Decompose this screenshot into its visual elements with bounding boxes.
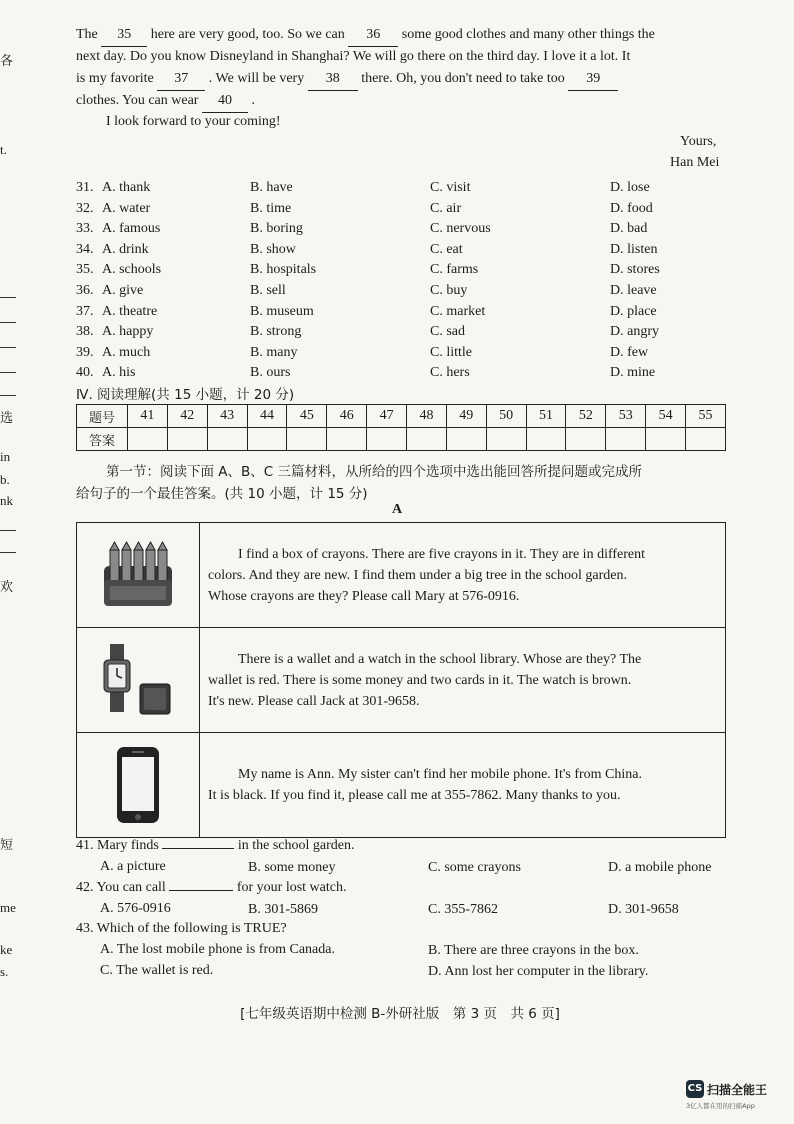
margin-fragment: 选 [0, 410, 14, 425]
option: D. 301-9658 [608, 902, 679, 917]
option-c: C. buy [430, 283, 468, 298]
option-a-text: A. happy [102, 324, 154, 340]
letter-signature: Han Mei [670, 155, 720, 170]
answer-cell[interactable] [486, 428, 526, 451]
table-label-answer: 答案 [77, 428, 128, 451]
option: A. 576-0916 [100, 901, 171, 916]
letter-line: next day. Do you know Disneyland in Shanghai? We will go there on the third day. I love it a lot. It [76, 49, 631, 64]
answer-cell[interactable] [327, 428, 367, 451]
option-d: D. leave [610, 283, 657, 298]
crayon-box-icon [77, 523, 200, 627]
option-b: B. strong [250, 324, 302, 340]
answer-cell[interactable] [606, 428, 646, 451]
cloze-option-row [76, 219, 736, 239]
answer-cell[interactable] [367, 428, 407, 451]
option-d: D. food [610, 200, 653, 216]
option-c: C. eat [430, 241, 463, 257]
option-b: B. sell [250, 283, 286, 298]
question-number-cell: 55 [686, 405, 726, 428]
option-b: B. hospitals [250, 262, 317, 278]
cloze-option-row [76, 260, 736, 280]
option-d: D. few [610, 344, 649, 360]
option-a: 37. [76, 303, 94, 319]
margin-line [0, 530, 16, 531]
margin-line [0, 395, 16, 396]
instructions-line: 第一节：阅读下面 A、B、C 三篇材料，从所给的四个选项中选出能回答所提问题或完成所 [106, 464, 643, 480]
answer-cell[interactable] [526, 428, 566, 451]
answer-cell[interactable] [407, 428, 447, 451]
option: C. The wallet is red. [100, 963, 214, 978]
option-a-text: A. water [102, 200, 151, 216]
margin-fragment: s. [0, 964, 9, 979]
question-number-cell: 53 [606, 405, 646, 428]
option-d: D. lose [610, 180, 650, 195]
margin-fragment: 欢 [0, 579, 14, 594]
cloze-option-row [76, 322, 736, 342]
option-a: 36. [76, 283, 94, 298]
option-d: D. angry [610, 324, 659, 340]
answer-table [76, 404, 726, 451]
section-heading: Ⅳ. 阅读理解(共 15 小题，计 20 分) [76, 387, 295, 403]
margin-fragment: 短 [0, 837, 14, 852]
cloze-option-row [76, 343, 736, 363]
option-a-text: A. famous [102, 221, 161, 237]
option-a-text: A. much [102, 344, 151, 360]
question-number-cell: 50 [486, 405, 526, 428]
passage-label: A [392, 502, 403, 517]
option-a: 34. [76, 241, 94, 257]
notice-text: I find a box of crayons. There are five crayons in it. They are in different colors. And they are new. I find them under a big tree in the school garden. Whose crayons are they? Please call Mary at 576-0916. [208, 546, 646, 604]
answer-cell[interactable] [686, 428, 726, 451]
notice-row [77, 628, 725, 733]
answer-blank [169, 890, 233, 891]
option-c: C. little [430, 344, 472, 360]
question-number-cell: 43 [207, 405, 247, 428]
letter-sign-off: Yours, [680, 134, 717, 149]
margin-fragment: ke [0, 942, 13, 957]
blank-38: 38 [308, 68, 358, 91]
option-b: B. many [250, 344, 298, 360]
answer-blank [162, 848, 234, 849]
blank-37: 37 [157, 68, 205, 91]
option-a: 38. [76, 324, 94, 340]
question-number-cell: 41 [128, 405, 168, 428]
option-a: 35. [76, 262, 94, 278]
mobile-phone-icon [77, 733, 200, 837]
option: B. 301-5869 [248, 902, 318, 917]
table-label-question-number: 题号 [77, 405, 128, 428]
cloze-option-row [76, 281, 736, 301]
option-c: C. market [430, 303, 486, 319]
page-footer: [七年级英语期中检测 B-外研社版 第 3 页 共 6 页] [240, 1006, 560, 1022]
notice-row [77, 733, 725, 837]
blank-39: 39 [568, 68, 618, 91]
margin-line [0, 347, 16, 348]
option: D. a mobile phone [608, 860, 712, 875]
question-number-cell: 51 [526, 405, 566, 428]
question-41-stem: 41. Mary finds in the school garden. [76, 838, 355, 853]
margin-fragment: nk [0, 493, 13, 508]
instructions-line: 给句子的一个最佳答案。(共 10 小题，计 15 分) [76, 486, 368, 502]
option-a-text: A. schools [102, 262, 162, 278]
letter-line: is my favorite 37 . We will be very 38 there. Oh, you don't need to take too 39 [76, 68, 618, 91]
question-42-stem: 42. You can call for your lost watch. [76, 880, 347, 895]
option-a-text: A. drink [102, 241, 149, 257]
scanner-watermark: CS 扫描全能王 3亿人都在用的扫描App [686, 1080, 790, 1110]
option-b: B. ours [250, 365, 291, 381]
option-d: D. listen [610, 241, 658, 257]
answer-cell[interactable] [167, 428, 207, 451]
margin-fragment: t. [0, 142, 7, 157]
option-c: C. farms [430, 262, 479, 278]
answer-cell[interactable] [566, 428, 606, 451]
option-c: C. air [430, 200, 462, 216]
option-d: D. stores [610, 262, 660, 278]
letter-line: clothes. You can wear 40 . [76, 90, 255, 113]
option-a-text: A. give [102, 283, 144, 298]
option-a: 39. [76, 344, 94, 360]
option: A. The lost mobile phone is from Canada. [100, 942, 335, 957]
option-b: B. show [250, 241, 296, 257]
option: B. There are three crayons in the box. [428, 943, 639, 958]
cloze-option-row [76, 199, 736, 219]
question-43-stem: 43. Which of the following is TRUE? [76, 921, 287, 936]
answer-cell[interactable] [646, 428, 686, 451]
margin-line [0, 372, 16, 373]
option-a-text: A. theatre [102, 303, 158, 319]
option-d: D. bad [610, 221, 648, 237]
blank-35: 35 [101, 24, 147, 47]
margin-fragment: 各 [0, 53, 14, 68]
scanner-logo-icon: CS [686, 1080, 704, 1098]
option-b: B. museum [250, 303, 314, 319]
option-a: 33. [76, 221, 94, 237]
option-c: C. visit [430, 180, 471, 195]
notice-text: My name is Ann. My sister can't find her mobile phone. It's from China. It is black. If you find it, please call me at 355-7862. Many thanks to you. [208, 767, 642, 803]
answer-cell[interactable] [128, 428, 168, 451]
question-number-cell: 47 [367, 405, 407, 428]
option: D. Ann lost her computer in the library. [428, 964, 649, 979]
cloze-option-row [76, 240, 736, 260]
margin-line [0, 552, 16, 553]
question-number-cell: 54 [646, 405, 686, 428]
answer-cell[interactable] [247, 428, 287, 451]
option-d: D. place [610, 303, 657, 319]
option-b: B. time [250, 200, 292, 216]
blank-36: 36 [348, 24, 398, 47]
option: C. some crayons [428, 860, 521, 875]
notice-text: There is a wallet and a watch in the school library. Whose are they? The wallet is red. There is some money and two cards in it. The watch is brown. It's new. Please call Jack at 301-9658. [208, 651, 642, 709]
option-c: C. sad [430, 324, 465, 340]
answer-cell[interactable] [207, 428, 247, 451]
answer-cell[interactable] [287, 428, 327, 451]
option-c: C. hers [430, 365, 470, 381]
option: C. 355-7862 [428, 902, 498, 917]
question-number-cell: 48 [407, 405, 447, 428]
question-number-cell: 44 [247, 405, 287, 428]
cloze-option-row [76, 363, 736, 383]
option-c: C. nervous [430, 221, 491, 237]
cloze-option-row [76, 178, 736, 198]
option-b: B. boring [250, 221, 303, 237]
option-a: 32. [76, 200, 94, 216]
watch-and-wallet-icon [77, 628, 200, 732]
option: A. a picture [100, 859, 166, 874]
margin-fragment: b. [0, 472, 10, 487]
letter-closing: I look forward to your coming! [106, 114, 281, 129]
notice-box [76, 522, 726, 838]
letter-line: The 35 here are very good, too. So we can 36 some good clothes and many other things the [76, 24, 655, 47]
question-number-cell: 45 [287, 405, 327, 428]
question-number-cell: 49 [446, 405, 486, 428]
margin-line [0, 297, 16, 298]
option-a-text: A. his [102, 365, 136, 381]
margin-line [0, 322, 16, 323]
margin-fragment: in [0, 449, 11, 464]
margin-fragment: me [0, 900, 16, 915]
option-a: 31. [76, 180, 94, 195]
cloze-option-row [76, 302, 736, 322]
question-number-cell: 52 [566, 405, 606, 428]
option-b: B. have [250, 180, 293, 195]
answer-cell[interactable] [446, 428, 486, 451]
option: B. some money [248, 860, 336, 875]
option-a-text: A. thank [102, 180, 151, 195]
option-a: 40. [76, 365, 94, 381]
question-number-cell: 46 [327, 405, 367, 428]
question-number-cell: 42 [167, 405, 207, 428]
notice-row [77, 523, 725, 628]
option-d: D. mine [610, 365, 656, 381]
blank-40: 40 [202, 90, 248, 113]
